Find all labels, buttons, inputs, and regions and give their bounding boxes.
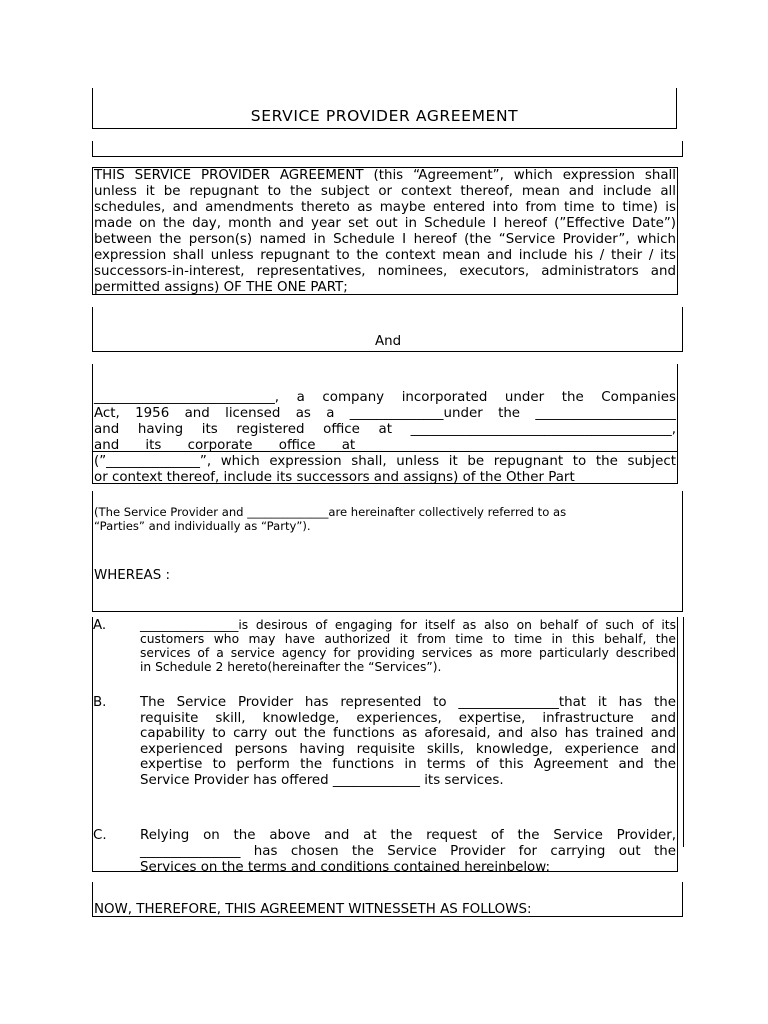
document-title: SERVICE PROVIDER AGREEMENT: [250, 107, 519, 125]
recital-line: experienced persons having requisite skills, knowledge, experience and: [140, 742, 676, 757]
recital-line: customers who may have authorized it from time to time in this behalf, the: [140, 632, 676, 646]
preamble-line: expression shall unless repugnant to the context mean and include his / their / its: [94, 248, 676, 263]
recital-line: The Service Provider has represented to _______________that it has the: [140, 695, 676, 710]
recital-line: expertise to perform the functions in terms of this Agreement and the: [140, 757, 676, 772]
spacer-box: [92, 141, 683, 157]
and-box: [92, 307, 683, 352]
preamble-line: THIS SERVICE PROVIDER AGREEMENT (this “Agreement”, which expression shall: [94, 168, 676, 183]
recital-marker: B.: [93, 695, 107, 710]
recital-marker: C.: [93, 828, 107, 843]
recital-line: Service Provider has offered _____________ its services.: [140, 773, 504, 788]
company-line: or context thereof, include its successors and assigns) of the Other Part: [94, 470, 575, 485]
recital-line: Services on the terms and conditions contained hereinbelow:: [140, 860, 550, 875]
company-line: (”______________”, which expression shall, unless it be repugnant to the subject: [94, 454, 676, 469]
recital-line: _______________ has chosen the Service Provider for carrying out the: [140, 844, 676, 859]
recital-line: in Schedule 2 hereto(hereinafter the “Services”).: [140, 660, 442, 674]
recital-line: ________________is desirous of engaging for itself as also on behalf of such of its: [140, 618, 676, 632]
preamble-line: unless it be repugnant to the subject or context thereof, mean and include all: [94, 184, 676, 199]
company-line: and having its registered office at _______________________________________,: [94, 422, 676, 437]
title-box: [92, 88, 677, 129]
parties-line: (The Service Provider and ______________are hereinafter collectively referred to as: [94, 505, 567, 519]
recital-line: capability to carry out the functions as aforesaid, and also has trained and: [140, 726, 676, 741]
parties-line: “Parties” and individually as “Party”).: [94, 519, 311, 533]
recital-line: services of a service agency for providing services as more particularly described: [140, 646, 676, 660]
and-label: And: [375, 334, 402, 349]
recital-marker: A.: [93, 618, 107, 633]
witnesseth-text: NOW, THEREFORE, THIS AGREEMENT WITNESSETH AS FOLLOWS:: [94, 902, 532, 917]
witnesseth-box: [92, 882, 683, 917]
company-line: ___________________________, a company incorporated under the Companies: [94, 390, 676, 405]
recitals-right-extension: [683, 617, 684, 847]
company-line: Act, 1956 and licensed as a ______________under the _____________________: [94, 406, 676, 421]
company-line: and its corporate office at ____________________________________________: [94, 438, 676, 453]
recital-line: Relying on the above and at the request of the Service Provider,: [140, 828, 676, 843]
whereas-label: WHEREAS :: [94, 568, 170, 583]
preamble-line: between the person(s) named in Schedule I hereof (the “Service Provider”, which: [94, 232, 676, 247]
preamble-line: successors-in-interest, representatives, nominees, executors, administrators and: [94, 264, 676, 279]
preamble-line: permitted assigns) OF THE ONE PART;: [94, 280, 348, 295]
preamble-line: made on the day, month and year set out in Schedule I hereof (”Effective Date”): [94, 216, 676, 231]
preamble-line: schedules, and amendments thereto as maybe entered into from time to time) is: [94, 200, 676, 215]
recital-line: requisite skill, knowledge, experiences, expertise, infrastructure and: [140, 711, 676, 726]
